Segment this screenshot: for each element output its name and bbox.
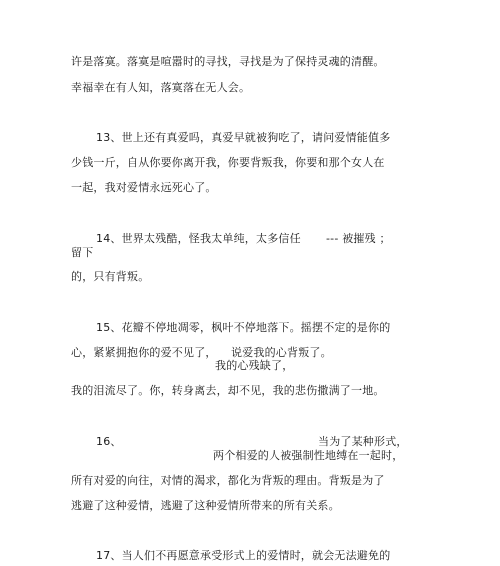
text-line: 我的泪流尽了。你，转身离去，却不见，我的悲伤撒满了一地。 — [71, 384, 385, 397]
text-line: 心，紧紧拥抱你的爱不见了， — [71, 346, 217, 359]
text-line: 16、 — [96, 435, 122, 448]
text-line: 逃避了这种爱情，逃避了这种爱情所带来的所有关系。 — [71, 499, 340, 512]
text-line: 说爱我的心背叛了。 — [231, 346, 332, 359]
text-line: 我的心残缺了， — [215, 359, 294, 372]
text-line: 13、世上还有真爱吗，真爱早就被狗吃了，请问爱情能值多 — [96, 131, 391, 144]
text-line: 15、花瓣不停地凋零，枫叶不停地落下。摇摆不定的是你的 — [96, 321, 391, 334]
text-line: 幸福幸在有人知，落寞落在无人会。 — [71, 81, 251, 94]
text-line: --- 被摧残 ； — [326, 232, 391, 245]
text-line: 少钱一斤，自从你要你离开我，你要背叛我，你要和那个女人在 — [71, 156, 385, 169]
text-line: 14、世界太残酷，怪我太单纯，太多信任 — [96, 232, 301, 245]
text-line: 一起，我对爱情永远死心了。 — [71, 181, 217, 194]
text-line: 留下 — [71, 246, 94, 259]
text-line: 当为了某种形式， — [318, 435, 408, 448]
text-line: 许是落寞。落寞是喧嚣时的寻找，寻找是为了保持灵魂的清醒。 — [71, 55, 385, 68]
text-line: 的，只有背叛。 — [71, 270, 150, 283]
text-line: 两个相爱的人被强制性地缚在一起时， — [213, 449, 404, 462]
text-line: 17、当人们不再愿意承受形式上的爱情时，就会无法避免的 — [96, 549, 391, 562]
text-line: 所有对爱的向往，对情的渴求，都化为背叛的理由。背叛是为了 — [71, 474, 385, 487]
